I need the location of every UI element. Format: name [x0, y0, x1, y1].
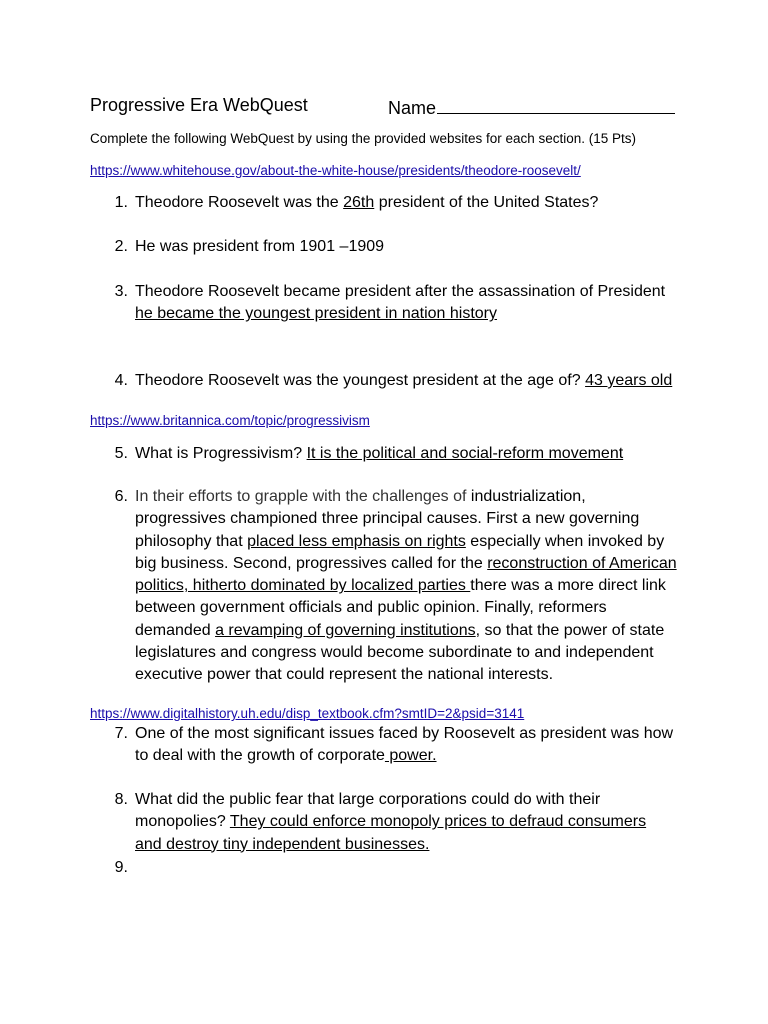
question-7 [110, 723, 700, 768]
question-4 [110, 370, 710, 392]
question-number: 9. [114, 859, 128, 876]
question-number: 4. [114, 372, 128, 389]
question-1 [110, 192, 710, 214]
title-row [90, 95, 437, 118]
question-prompt: Theodore Roosevelt was the youngest president at the age of? [135, 372, 586, 389]
answer-text: he became the youngest president in nation history [135, 305, 498, 323]
answer-text: placed less emphasis on rights [247, 532, 466, 550]
question-text: especially when invoked by big business. Second, progressives called for the [135, 532, 665, 572]
question-number: 2. [114, 238, 128, 255]
question-5 [110, 443, 710, 465]
question-prompt: What is Progressivism? [135, 445, 307, 462]
question-prompt: What did the public fear that large corporations could do with their monopolies? [135, 791, 601, 831]
link-britannica[interactable]: https://www.britannica.com/topic/progressivism [90, 413, 370, 428]
link-whitehouse[interactable]: https://www.whitehouse.gov/about-the-white-house/presidents/theodore-roosevelt/ [90, 163, 581, 178]
question-prompt: He was president from 1901 –1909 [135, 238, 385, 255]
question-number: 3. [114, 283, 128, 300]
question-text: industrialization, progressives championed three principal causes. First a new governing philosophy that [135, 488, 640, 550]
question-prompt: Theodore Roosevelt was the [135, 194, 344, 211]
question-text: , so that the power of state legislatures and congress would become subordinate to and independent executive power that could represent the national interests. [135, 621, 665, 684]
question-number: 1. [114, 194, 128, 211]
question-number: 5. [114, 445, 128, 462]
question-8 [110, 789, 700, 856]
name-label: Name [388, 98, 437, 118]
question-number: 7. [114, 725, 128, 742]
instructions: Complete the following WebQuest by using the provided websites for each section. (15 Pts) [90, 131, 637, 146]
link-digitalhistory[interactable]: https://www.digitalhistory.uh.edu/disp_textbook.cfm?smtID=2&psid=3141 [90, 706, 525, 721]
answer-text: reconstruction of American politics, hitherto dominated by localized parties [135, 554, 677, 595]
question-prompt: Theodore Roosevelt became president after the assassination of President [135, 283, 666, 300]
question-6 [110, 486, 700, 687]
answer-text: power. [384, 747, 437, 765]
question-text: there was a more direct link between government officials and public opinion. Finally, reformers demanded [135, 577, 666, 639]
answer-text: It is the political and social-reform movement [306, 445, 624, 462]
question-3 [110, 281, 710, 326]
name-blank-line[interactable] [437, 95, 675, 114]
answer-text: a revamping of governing institutions [215, 621, 476, 639]
name-field[interactable] [388, 95, 675, 119]
answer-text: 26th [343, 194, 375, 211]
question-number: 8. [114, 791, 128, 808]
question-text: In their efforts to grapple with the challenges of [135, 488, 471, 505]
answer-text: They could enforce monopoly prices to defraud consumers and destroy tiny independent businesses. [135, 813, 647, 853]
question-number: 6. [114, 488, 128, 505]
question-2 [110, 236, 710, 258]
question-suffix: president of the United States? [374, 194, 599, 211]
question-prompt: One of the most significant issues faced by Roosevelt as president was how to deal with the growth of corporate [135, 725, 674, 765]
answer-text: 43 years old [585, 372, 673, 389]
page-title: Progressive Era WebQuest [90, 95, 308, 115]
